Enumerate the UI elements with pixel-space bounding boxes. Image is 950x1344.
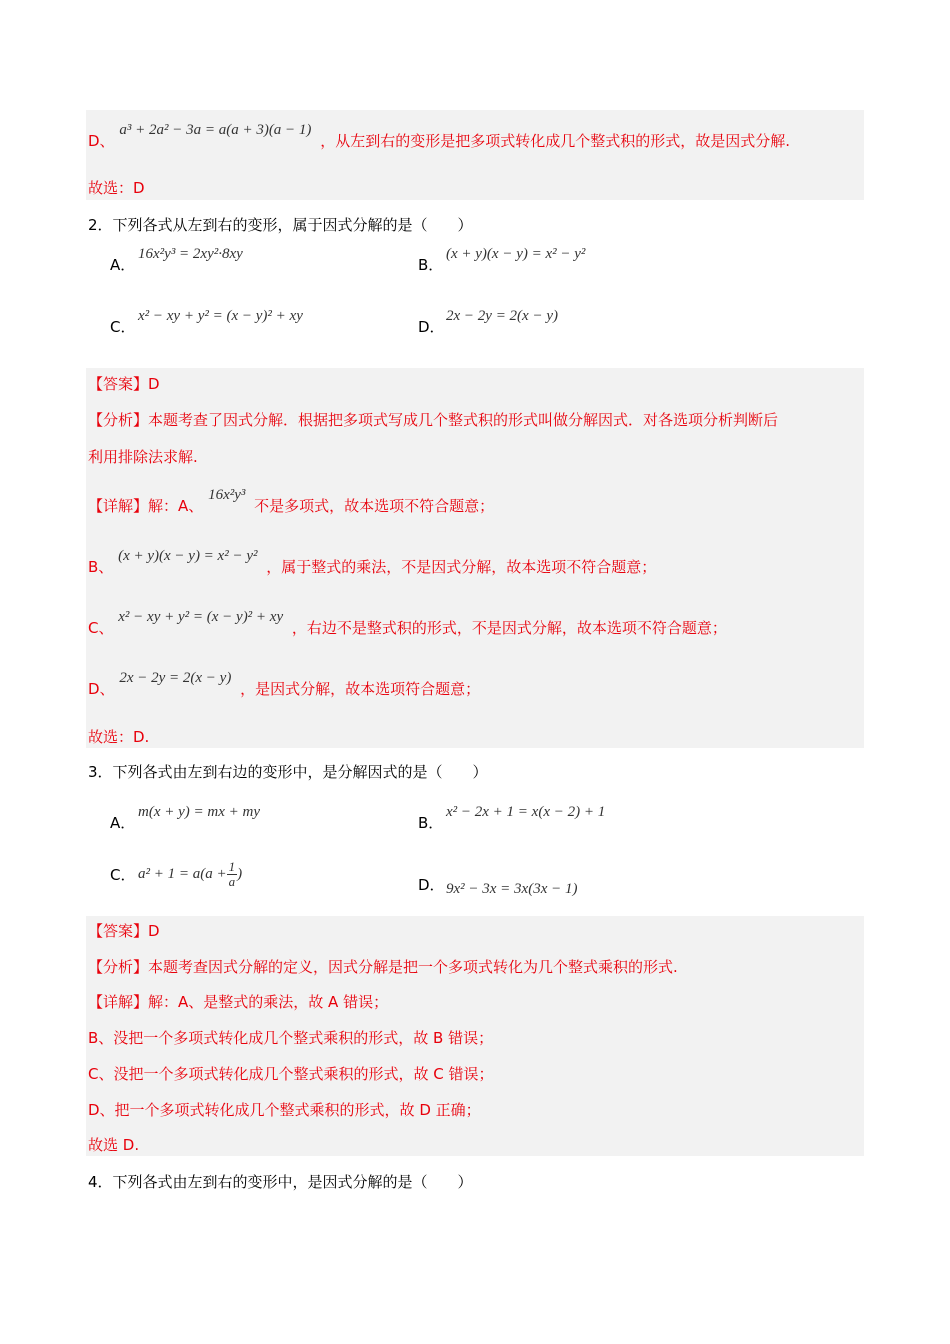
formula: 2x − 2y = 2(x − y) — [119, 670, 232, 686]
q2-option-b: B．(x + y)(x − y) = x² − y² — [418, 246, 586, 274]
q3-stem: 3．下列各式由左到右边的变形中，是分解因式的是（ ） — [88, 763, 488, 781]
q3-detail-b: B、没把一个多项式转化成几个整式乘积的形式，故 B 错误； — [88, 1029, 494, 1047]
formula: x² − xy + y² = (x − y)² + xy — [118, 609, 284, 625]
q3-detail-d: D、把一个多项式转化成几个整式乘积的形式，故 D 正确； — [88, 1101, 481, 1119]
formula: 16x²y³ = 2xy²·8xy — [138, 246, 243, 262]
formula: m(x + y) = mx + my — [138, 804, 260, 820]
prev-choose: 故选：D — [88, 179, 145, 197]
q3-choose: 故选 D. — [88, 1136, 140, 1154]
q2-stem: 2．下列各式从左到右的变形，属于因式分解的是（ ） — [88, 216, 473, 234]
q3-detail-a: 【详解】解：A、是整式的乘法，故 A 错误； — [88, 993, 389, 1011]
q2-option-d: D．2x − 2y = 2(x − y) — [418, 308, 558, 336]
formula: x² − 2x + 1 = x(x − 2) + 1 — [446, 804, 606, 820]
q3-answer: 【答案】D — [88, 922, 160, 940]
formula: 16x²y³ — [208, 487, 246, 503]
formula: 9x² − 3x = 3x(3x − 1) — [446, 881, 578, 897]
prev-detail-d: D、 a³ + 2a² − 3a = a(a + 3)(a − 1) ，从左到右的变形是把多项式转化成几个整式积的形式，故是因式分解. — [88, 122, 790, 150]
q2-analysis: 【分析】本题考查了因式分解．根据把多项式写成几个整式积的形式叫做分解因式．对各选项分析判断后 — [88, 411, 779, 429]
q3-option-c: C． a² + 1 = a(a + $\frac{1}{a}$ ) — [110, 859, 243, 889]
formula: 2x − 2y = 2(x − y) — [446, 308, 558, 324]
fraction: $\frac{1}{a}$ — [228, 859, 236, 889]
formula: a² + 1 = a(a + $\frac{1}{a}$ ) — [138, 859, 243, 889]
formula: (x + y)(x − y) = x² − y² — [446, 246, 586, 262]
formula: a³ + 2a² − 3a = a(a + 3)(a − 1) — [119, 122, 312, 138]
q2-choose: 故选：D. — [88, 728, 150, 746]
q2-detail-d: D、 2x − 2y = 2(x − y) ，是因式分解，故本选项符合题意； — [88, 670, 481, 698]
formula: x² − xy + y² = (x − y)² + xy — [138, 308, 303, 324]
q2-detail-a: 【详解】解：A、 16x²y³ 不是多项式，故本选项不符合题意； — [88, 487, 495, 515]
q3-option-a: A．m(x + y) = mx + my — [110, 804, 260, 832]
q2-detail-b: B、 (x + y)(x − y) = x² − y² ，属于整式的乘法，不是因式分解，故本选项不符合题意； — [88, 548, 657, 576]
q2-option-a: A．16x²y³ = 2xy²·8xy — [110, 246, 243, 274]
q2-option-c: C．x² − xy + y² = (x − y)² + xy — [110, 308, 303, 336]
q3-option-b: B．x² − 2x + 1 = x(x − 2) + 1 — [418, 804, 606, 832]
q3-detail-c: C、没把一个多项式转化成几个整式乘积的形式，故 C 错误； — [88, 1065, 494, 1083]
q2-answer: 【答案】D — [88, 375, 160, 393]
q3-option-d: D．9x² − 3x = 3x(3x − 1) — [418, 876, 578, 897]
q2-detail-c: C、 x² − xy + y² = (x − y)² + xy ，右边不是整式积的形式，不是因式分解，故本选项不符合题意； — [88, 609, 727, 637]
q3-analysis: 【分析】本题考查因式分解的定义，因式分解是把一个多项式转化为几个整式乘积的形式. — [88, 958, 678, 976]
q4-stem: 4．下列各式由左到右的变形中，是因式分解的是（ ） — [88, 1173, 473, 1191]
q2-analysis-cont: 利用排除法求解. — [88, 448, 198, 466]
formula: (x + y)(x − y) = x² − y² — [118, 548, 258, 564]
